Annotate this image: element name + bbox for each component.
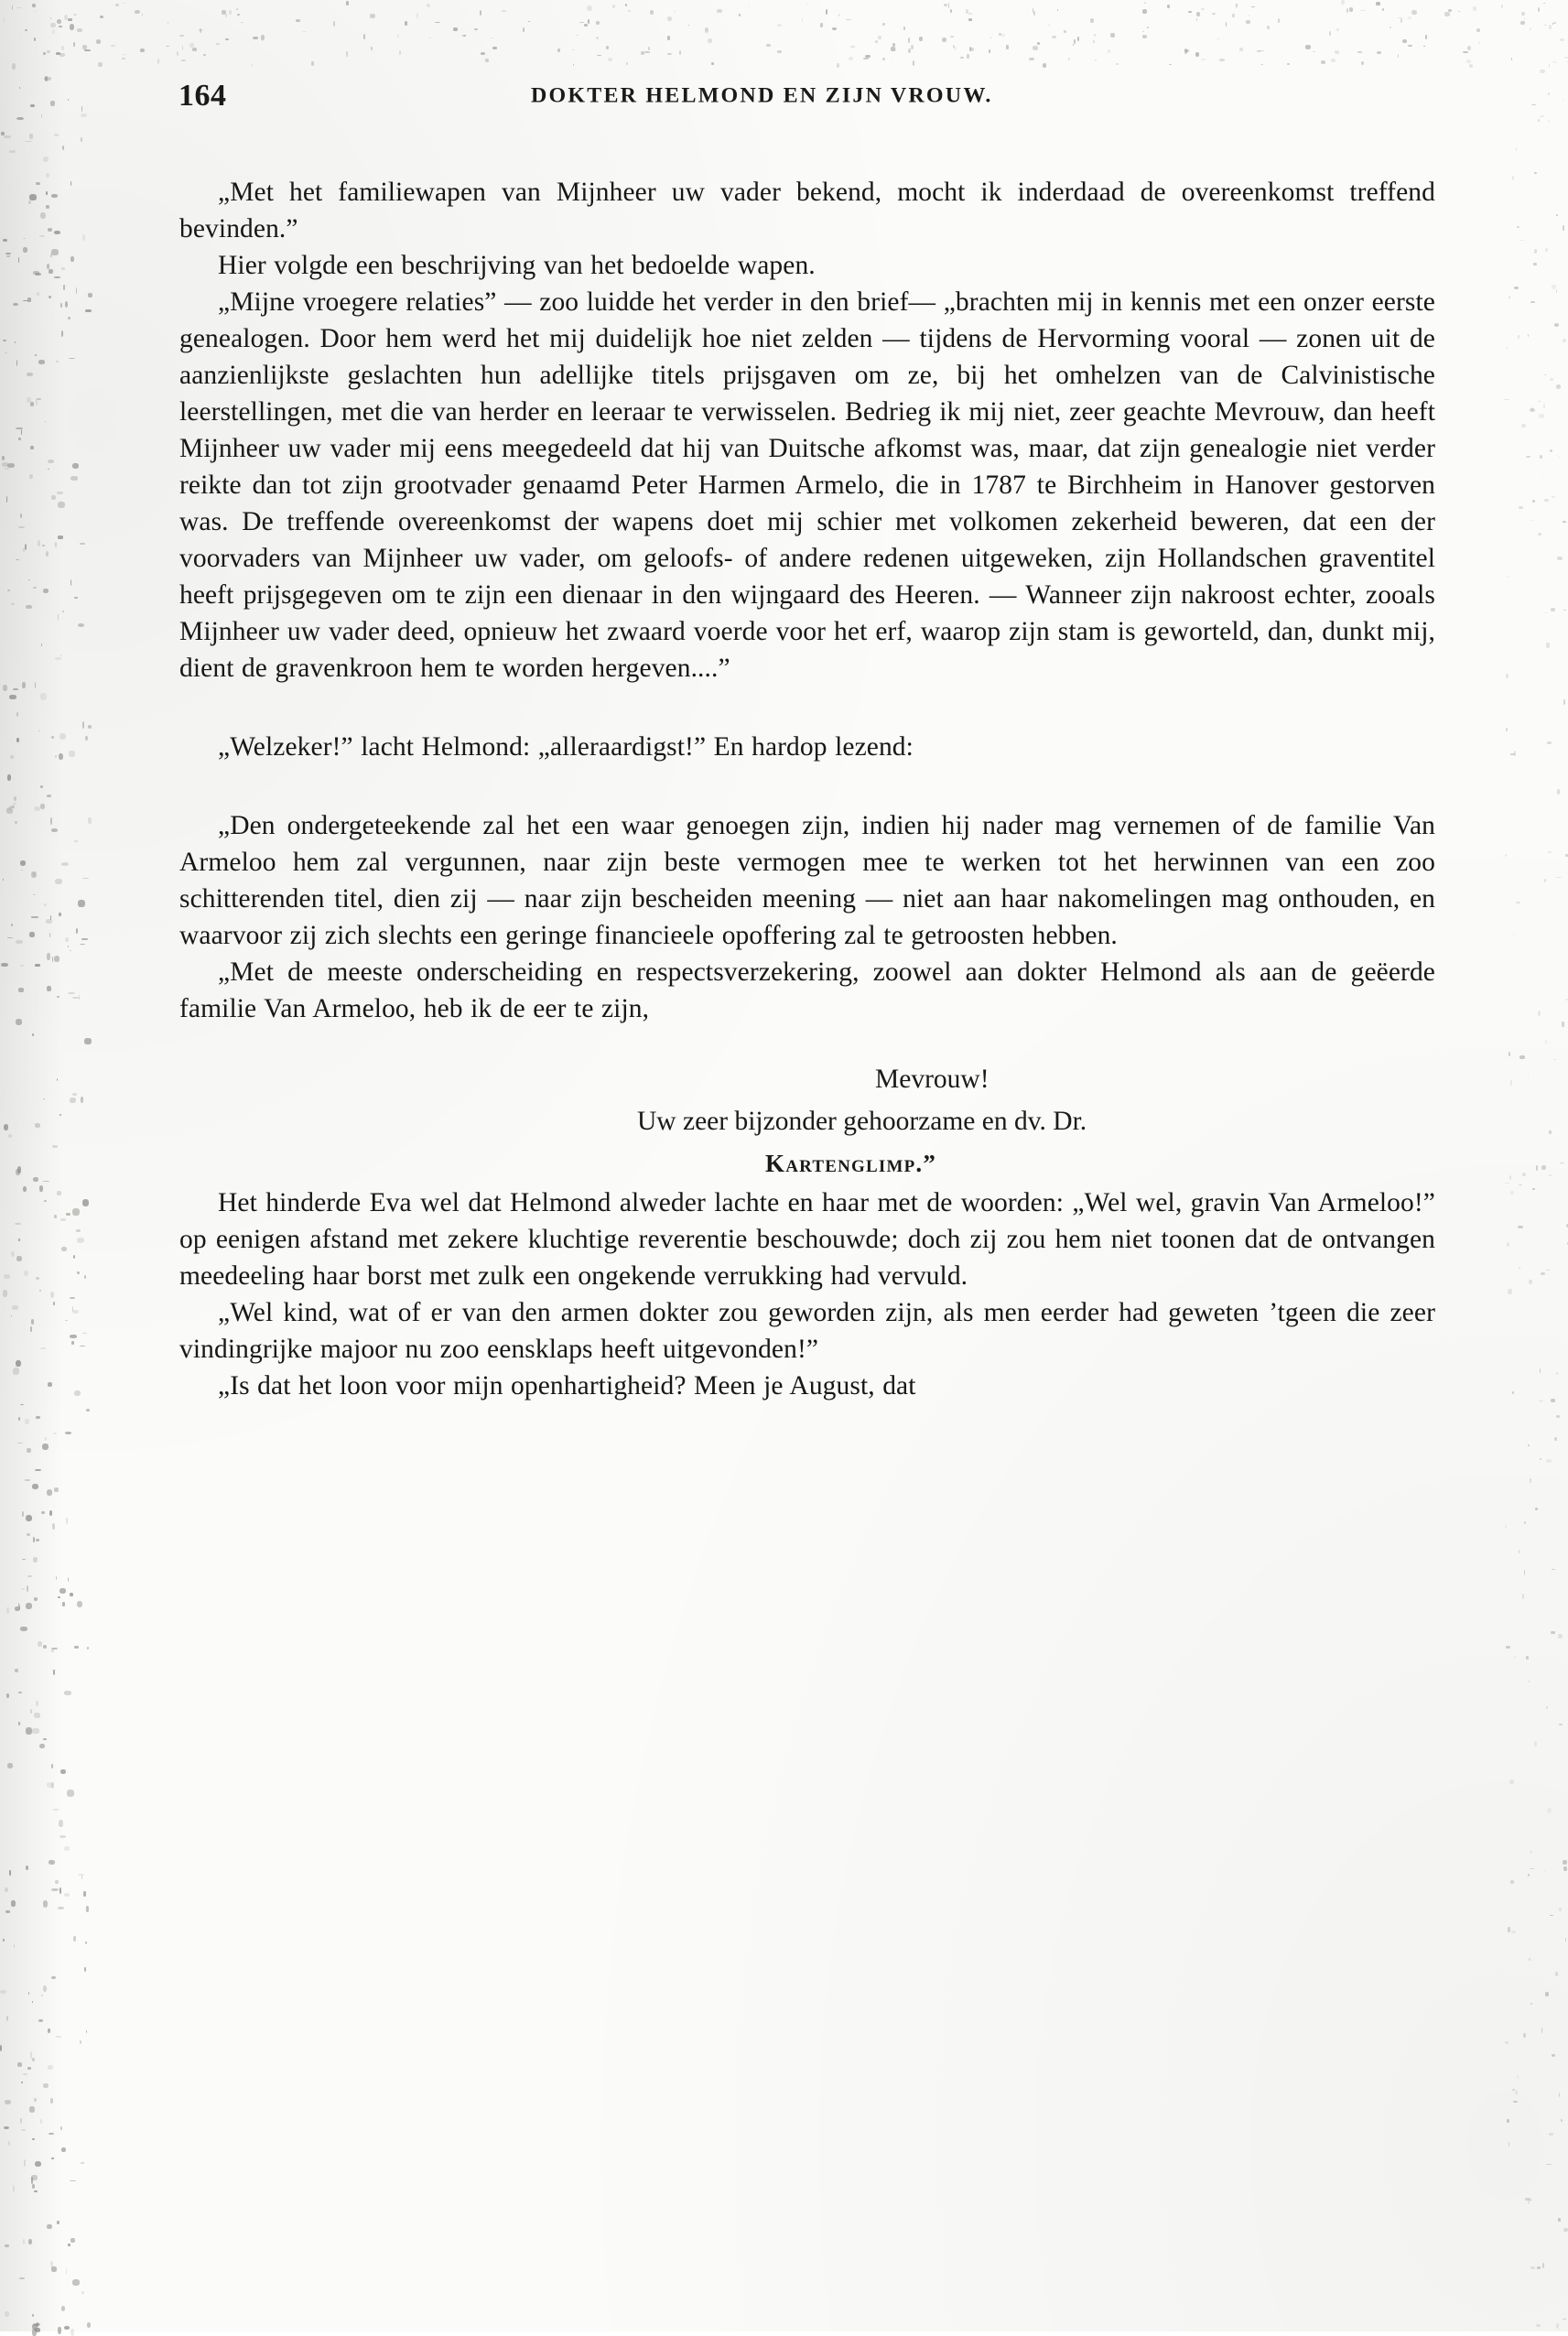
paragraph-1: „Met het familiewapen van Mijnheer uw vader bekend, mocht ik inderdaad de overeenkomst treffend bevinden.” — [179, 178, 1435, 243]
paragraph-2: Hier volgde een beschrijving van het bedoelde wapen. — [218, 251, 816, 280]
body-text-column — [179, 174, 1435, 1404]
page-header — [178, 79, 1433, 115]
page-number: 164 — [178, 79, 227, 113]
paragraph-8: „Wel kind, wat of er van den armen dokter zou geworden zijn, als men eerder had geweten ’tgeen die zeer vindingrijke majoor nu zoo eensklaps heeft uitgevonden!” — [179, 1298, 1435, 1364]
paragraph-6-letter-close: „Met de meeste onderscheiding en respectsverzekering, zoowel aan dokter Helmond als aan de geëerde familie Van Armeloo, heb ik de eer te zijn, — [179, 957, 1435, 1023]
letter-signature-block — [179, 1058, 1435, 1184]
signature-name: Kartenglimp.” — [765, 1150, 937, 1177]
paragraph-5-letter: „Den ondergeteekende zal het een waar genoegen zijn, indien hij nader mag vernemen of de familie Van Armeloo hem zal vergunnen, naar zijn beste vermogen mee te werken tot het herwinnen van een zoo schitterenden titel, dien zij — naar zijn bescheiden meening — niet aan haar nakomelingen mag onthouden, en waarvoor zij zich slechts een geringe financieele opoffering zal te getroosten hebben. — [179, 811, 1435, 950]
paragraph-7: Het hinderde Eva wel dat Helmond alweder lachte en haar met de woorden: „Wel wel, gravin Van Armeloo!” op eenigen afstand met zekere kluchtige reverentie beschouwde; doch zij zou hem niet toonen dat de ontvangen meedeeling haar borst met zulk een ongekende verrukking had vervuld. — [179, 1188, 1435, 1291]
signature-closing: Uw zeer bijzonder gehoorzame en dv. Dr. — [637, 1107, 1087, 1136]
paragraph-9: „Is dat het loon voor mijn openhartigheid? Meen je August, dat — [218, 1371, 916, 1401]
paragraph-4-dialogue: „Welzeker!” lacht Helmond: „alleraardigst!” En hardop lezend: — [218, 732, 914, 762]
running-title: DOKTER HELMOND EN ZIJN VROUW. — [531, 84, 993, 108]
signature-salutation: Mevrouw! — [875, 1065, 989, 1094]
paragraph-3: „Mijne vroegere relaties” — zoo luidde het verder in den brief— „brachten mij in kennis met een onzer eerste genealogen. Door hem werd het mij duidelijk hoe niet zelden — tijdens de Hervorming vooral — zonen uit de aanzienlijkste geslachten hun adellijke titels prijsgaven om ze, bij het omhelzen van de Calvinistische leerstellingen, met die van herder en leeraar te verwisselen. Bedrieg ik mij niet, zeer geachte Mevrouw, dan heeft Mijnheer uw vader mij eens meegedeeld dat hij van Duitsche afkomst was, maar, dat zijn genealogie niet verder reikte dan tot zijn grootvader genaamd Peter Harmen Armelo, die in 1787 te Birchheim in Hanover gestorven was. De treffende overeenkomst der wapens doet mij schier met volkomen zekerheid beweren, dat een der voorvaders van Mijnheer uw vader, om geloofs- of andere redenen uitgeweken, zijn Hollandschen graventitel heeft prijsgegeven om te zijn een dienaar in den wijngaard des Heeren. — Wanneer zijn nakroost echter, zooals Mijnheer uw vader deed, opnieuw het zwaard voerde voor het erf, waarop zijn stam is geworteld, dan, dunkt mij, dient de gravenkroon hem te worden hergeven....” — [179, 287, 1435, 683]
